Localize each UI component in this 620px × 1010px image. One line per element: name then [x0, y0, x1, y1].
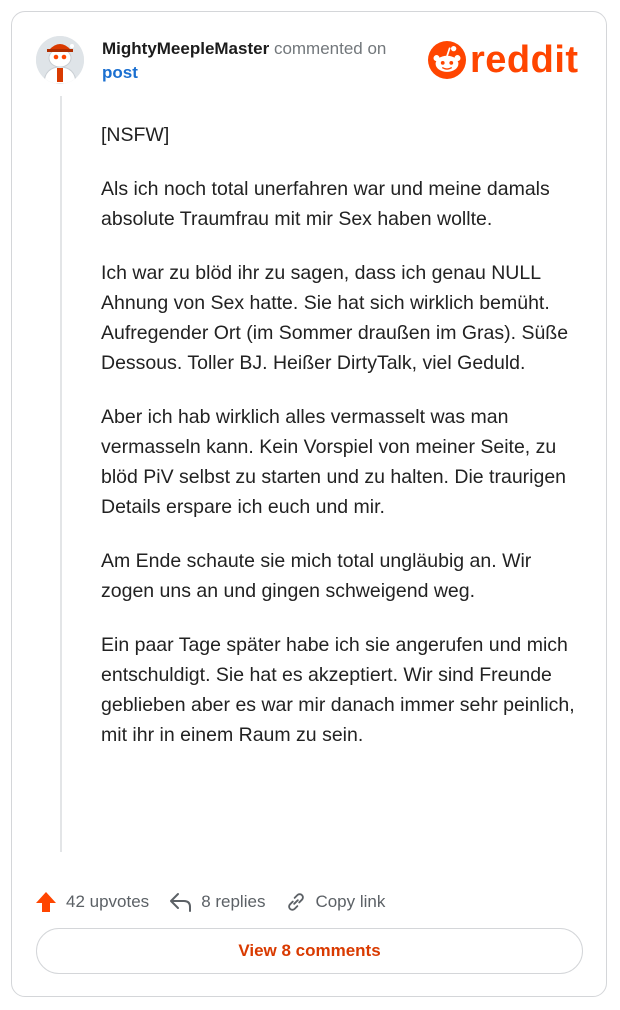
upvote-count: 42 upvotes	[66, 892, 150, 911]
thread-line	[60, 96, 62, 852]
comment-body	[101, 120, 577, 774]
comment-paragraph: Aber ich hab wirklich alles vermasselt was man vermasseln kann. Kein Vorspiel von meiner Seite, zu blöd PiV selbst zu starten und zu halten. Die traurigen Details erspare ich euch und mir.	[101, 406, 567, 518]
chain-link-icon	[285, 891, 307, 913]
reply-arrow-icon	[169, 891, 193, 913]
copy-link-label: Copy link	[315, 892, 386, 911]
view-comments-button[interactable]: View 8 comments	[36, 928, 583, 974]
comment-paragraph: Als ich noch total unerfahren war und meine damals absolute Traumfrau mit mir Sex haben wollte.	[101, 178, 550, 230]
comment-paragraph: [NSFW]	[101, 124, 170, 146]
upvote-arrow-icon	[34, 890, 58, 914]
reddit-wordmark: reddit	[470, 39, 579, 81]
comment-paragraph: Am Ende schaute sie mich total ungläubig an. Wir zogen uns an und gingen schweigend weg.	[101, 550, 532, 602]
reddit-snoo-icon	[428, 41, 466, 79]
comment-paragraph: Ein paar Tage später habe ich sie angerufen und mich entschuldigt. Sie hat es akzeptiert. Wir sind Freunde geblieben aber es war mir danach immer sehr peinlich, mit ihr in einem Raum zu sein.	[101, 634, 575, 746]
reddit-logo[interactable]	[428, 40, 579, 80]
replies-count: 8 replies	[201, 892, 266, 911]
post-link[interactable]: post	[102, 63, 138, 82]
comment-paragraph: Ich war zu blöd ihr zu sagen, dass ich genau NULL Ahnung von Sex hatte. Sie hat sich wirklich bemüht. Aufregender Ort (im Sommer draußen im Gras). Süße Dessous. Toller BJ. Heißer DirtyTalk, viel Geduld.	[101, 262, 569, 374]
username-link[interactable]: MightyMeepleMaster	[102, 39, 270, 58]
comment-actions	[34, 888, 405, 916]
commented-on-text: commented on	[273, 39, 387, 58]
upvote-button[interactable]	[34, 890, 149, 914]
snoo-avatar-icon	[36, 36, 84, 84]
copy-link-button[interactable]	[285, 891, 385, 913]
comment-header	[102, 37, 412, 85]
replies-button[interactable]	[169, 891, 265, 913]
avatar[interactable]	[36, 36, 84, 84]
